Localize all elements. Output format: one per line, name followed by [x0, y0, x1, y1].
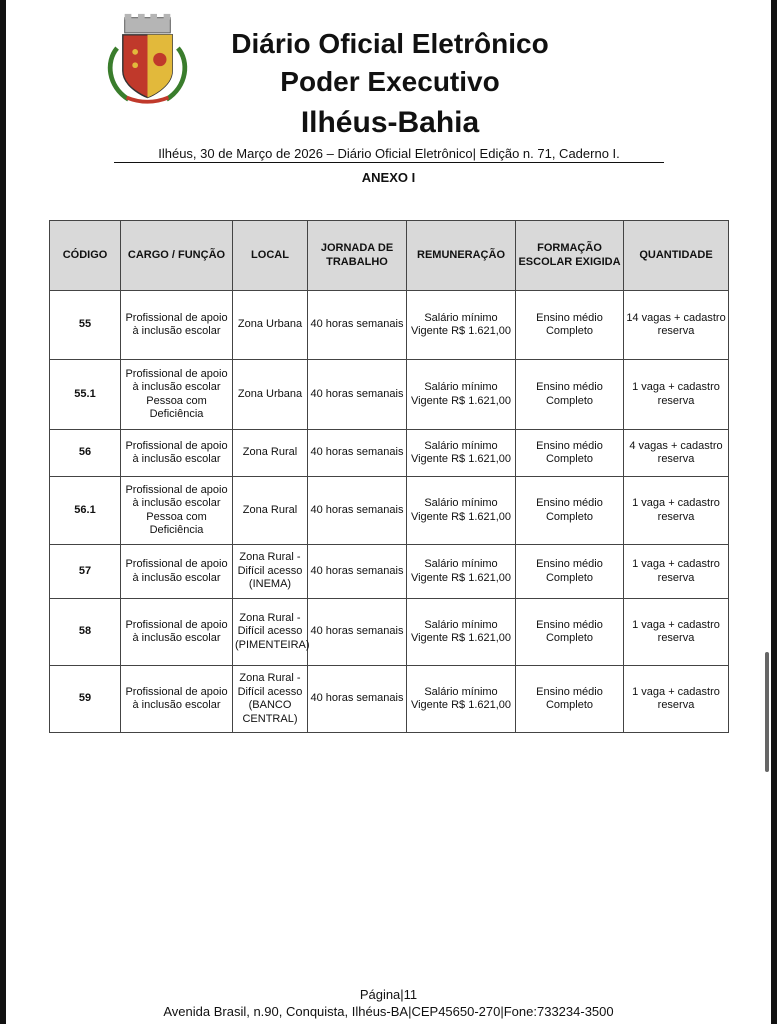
cell-formacao: Ensino médio Completo — [516, 666, 624, 733]
table-row — [50, 599, 729, 666]
header-codigo: CÓDIGO — [50, 221, 121, 291]
cell-jornada: 40 horas semanais — [308, 599, 407, 666]
page-number: Página|11 — [359, 987, 418, 1002]
footer-address: Avenida Brasil, n.90, Conquista, Ilhéus-BA|CEP45650-270|Fone:733234-3500 — [163, 1004, 614, 1019]
scrollbar[interactable] — [765, 652, 769, 772]
cell-codigo: 55 — [50, 291, 121, 360]
cell-local: Zona Rural - Difícil acesso (PIMENTEIRA) — [233, 599, 308, 666]
cell-formacao: Ensino médio Completo — [516, 360, 624, 430]
cell-formacao: Ensino médio Completo — [516, 545, 624, 599]
cell-cargo: Profissional de apoio à inclusão escolar Pessoa com Deficiência — [121, 477, 233, 545]
cell-remuneracao: Salário mínimo Vigente R$ 1.621,00 — [407, 477, 516, 545]
cell-cargo: Profissional de apoio à inclusão escolar — [121, 430, 233, 477]
header-jornada: JORNADA DE TRABALHO — [308, 221, 407, 291]
edition-line: Ilhéus, 30 de Março de 2026 – Diário Oficial Eletrônico| Edição n. 71, Caderno I. — [114, 146, 664, 163]
cell-remuneracao: Salário mínimo Vigente R$ 1.621,00 — [407, 666, 516, 733]
cell-formacao: Ensino médio Completo — [516, 291, 624, 360]
cell-local: Zona Urbana — [233, 360, 308, 430]
cell-codigo: 55.1 — [50, 360, 121, 430]
cell-formacao: Ensino médio Completo — [516, 477, 624, 545]
cell-local: Zona Rural — [233, 477, 308, 545]
annex-title: ANEXO I — [361, 170, 416, 185]
cell-jornada: 40 horas semanais — [308, 666, 407, 733]
cell-cargo: Profissional de apoio à inclusão escolar — [121, 599, 233, 666]
doc-title-line-3: Ilhéus-Bahia — [300, 106, 480, 139]
cell-jornada: 40 horas semanais — [308, 545, 407, 599]
header-quantidade: QUANTIDADE — [624, 221, 729, 291]
cell-local: Zona Urbana — [233, 291, 308, 360]
cell-codigo: 56 — [50, 430, 121, 477]
table-header-row — [50, 221, 729, 291]
table-row — [50, 360, 729, 430]
cell-formacao: Ensino médio Completo — [516, 599, 624, 666]
header-formacao: FORMAÇÃO ESCOLAR EXIGIDA — [516, 221, 624, 291]
cell-quantidade: 1 vaga + cadastro reserva — [624, 599, 729, 666]
cell-remuneracao: Salário mínimo Vigente R$ 1.621,00 — [407, 430, 516, 477]
cell-quantidade: 1 vaga + cadastro reserva — [624, 360, 729, 430]
cell-jornada: 40 horas semanais — [308, 360, 407, 430]
cell-remuneracao: Salário mínimo Vigente R$ 1.621,00 — [407, 360, 516, 430]
table-row — [50, 291, 729, 360]
cell-quantidade: 14 vagas + cadastro reserva — [624, 291, 729, 360]
cell-formacao: Ensino médio Completo — [516, 430, 624, 477]
cell-codigo: 57 — [50, 545, 121, 599]
cell-cargo: Profissional de apoio à inclusão escolar — [121, 666, 233, 733]
cell-jornada: 40 horas semanais — [308, 430, 407, 477]
cell-remuneracao: Salário mínimo Vigente R$ 1.621,00 — [407, 545, 516, 599]
cell-quantidade: 1 vaga + cadastro reserva — [624, 545, 729, 599]
left-edge — [0, 0, 6, 1024]
cell-codigo: 58 — [50, 599, 121, 666]
cell-codigo: 56.1 — [50, 477, 121, 545]
cell-cargo: Profissional de apoio à inclusão escolar — [121, 545, 233, 599]
cell-quantidade: 1 vaga + cadastro reserva — [624, 477, 729, 545]
header-cargo: CARGO / FUNÇÃO — [121, 221, 233, 291]
header-local: LOCAL — [233, 221, 308, 291]
cell-cargo: Profissional de apoio à inclusão escolar Pessoa com Deficiência — [121, 360, 233, 430]
cell-local: Zona Rural - Difícil acesso (BANCO CENTRAL) — [233, 666, 308, 733]
cell-codigo: 59 — [50, 666, 121, 733]
cell-remuneracao: Salário mínimo Vigente R$ 1.621,00 — [407, 291, 516, 360]
cell-cargo: Profissional de apoio à inclusão escolar — [121, 291, 233, 360]
table-row — [50, 477, 729, 545]
cell-local: Zona Rural — [233, 430, 308, 477]
cell-jornada: 40 horas semanais — [308, 291, 407, 360]
cell-local: Zona Rural - Difícil acesso (INEMA) — [233, 545, 308, 599]
header-remuneracao: REMUNERAÇÃO — [407, 221, 516, 291]
vacancies-table — [49, 220, 729, 733]
right-edge — [771, 0, 777, 1024]
cell-quantidade: 4 vagas + cadastro reserva — [624, 430, 729, 477]
table-row — [50, 666, 729, 733]
cell-remuneracao: Salário mínimo Vigente R$ 1.621,00 — [407, 599, 516, 666]
doc-title-line-1: Diário Oficial Eletrônico — [231, 28, 549, 59]
table-row — [50, 430, 729, 477]
doc-title-line-2: Poder Executivo — [280, 66, 500, 97]
cell-quantidade: 1 vaga + cadastro reserva — [624, 666, 729, 733]
table-row — [50, 545, 729, 599]
cell-jornada: 40 horas semanais — [308, 477, 407, 545]
